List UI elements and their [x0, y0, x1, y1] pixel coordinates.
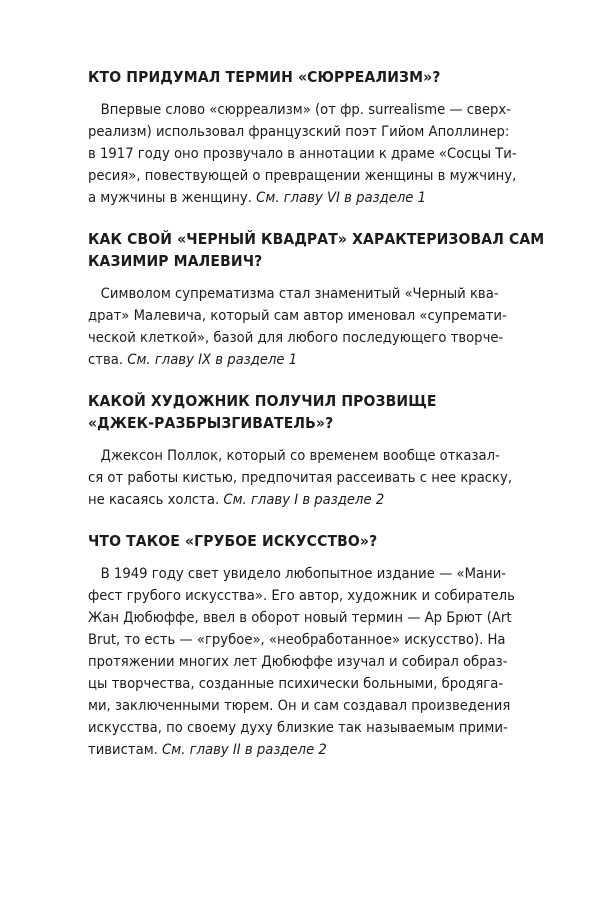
heading-line: КАК СВОЙ «ЧЕРНЫЙ КВАДРАТ» ХАРАКТЕРИЗОВАЛ САМ	[88, 230, 545, 248]
chapter-reference: См. главу VI в разделе 1	[256, 189, 427, 206]
section-spacer	[88, 209, 548, 228]
section-body	[88, 99, 548, 209]
body-line: Жан Дюбюффе, ввел в оборот новый термин — Ар Брют (Art	[88, 609, 512, 626]
body-line: В 1949 году свет увидело любопытное издание — «Мани-	[100, 565, 507, 582]
section-heading	[88, 66, 549, 88]
qa-section-1	[88, 66, 548, 209]
body-line: Символом супрематизма стал знаменитый «Черный ква-	[100, 285, 499, 302]
body-line: Впервые слово «сюрреализм» (от фр. surrealisme — сверх-	[100, 101, 511, 118]
chapter-reference: См. главу IX в разделе 1	[127, 351, 298, 368]
body-line: искусства, по своему духу близкие так называемым прими-	[88, 719, 508, 736]
section-heading	[88, 228, 549, 272]
body-line: драт» Малевича, который сам автор именовал «супремати-	[88, 307, 507, 324]
book-page	[88, 66, 548, 761]
heading-line: КАКОЙ ХУДОЖНИК ПОЛУЧИЛ ПРОЗВИЩЕ	[88, 392, 437, 410]
section-spacer	[88, 371, 548, 390]
body-text: ства.	[88, 351, 124, 368]
chapter-reference: См. главу II в разделе 2	[162, 741, 327, 758]
section-body	[88, 283, 548, 371]
body-line-last	[88, 187, 548, 209]
qa-section-4	[88, 530, 548, 761]
body-line-last	[88, 349, 548, 371]
heading-line: КАЗИМИР МАЛЕВИЧ?	[88, 252, 263, 270]
body-line: Джексон Поллок, который со временем вообще отказал-	[100, 447, 500, 464]
chapter-reference: См. главу I в разделе 2	[223, 491, 385, 508]
section-spacer	[88, 511, 548, 530]
section-heading	[88, 530, 549, 552]
body-line: Brut, то есть — «грубое», «необработанное» искусство). На	[88, 631, 506, 648]
body-line: ми, заключенными тюрем. Он и сам создавал произведения	[88, 697, 511, 714]
body-line: цы творчества, созданные психически больными, бродяга-	[88, 675, 504, 692]
body-line: ресия», повествующей о превращении женщины в мужчину,	[88, 167, 517, 184]
heading-line: КТО ПРИДУМАЛ ТЕРМИН «СЮРРЕАЛИЗМ»?	[88, 68, 441, 86]
body-text: а мужчины в женщину.	[88, 189, 252, 206]
body-line: ся от работы кистью, предпочитая рассеивать с нее краску,	[88, 469, 513, 486]
body-line-last	[88, 489, 548, 511]
qa-section-3	[88, 390, 548, 511]
section-heading	[88, 390, 549, 434]
body-line: протяжении многих лет Дюбюффе изучал и собирал образ-	[88, 653, 508, 670]
body-text: не касаясь холста.	[88, 491, 220, 508]
section-body	[88, 445, 548, 511]
body-line: фест грубого искусства». Его автор, художник и собиратель	[88, 587, 515, 604]
body-line-last	[88, 739, 548, 761]
body-text: тивистам.	[88, 741, 158, 758]
section-body	[88, 563, 548, 761]
body-line: реализм) использовал французский поэт Гийом Аполлинер:	[88, 123, 510, 140]
body-line: в 1917 году оно прозвучало в аннотации к драме «Сосцы Ти-	[88, 145, 517, 162]
qa-section-2	[88, 228, 548, 371]
heading-line: ЧТО ТАКОЕ «ГРУБОЕ ИСКУССТВО»?	[88, 532, 378, 550]
heading-line: «ДЖЕК-РАЗБРЫЗГИВАТЕЛЬ»?	[88, 414, 334, 432]
body-line: ческой клеткой», базой для любого последующего творче-	[88, 329, 504, 346]
